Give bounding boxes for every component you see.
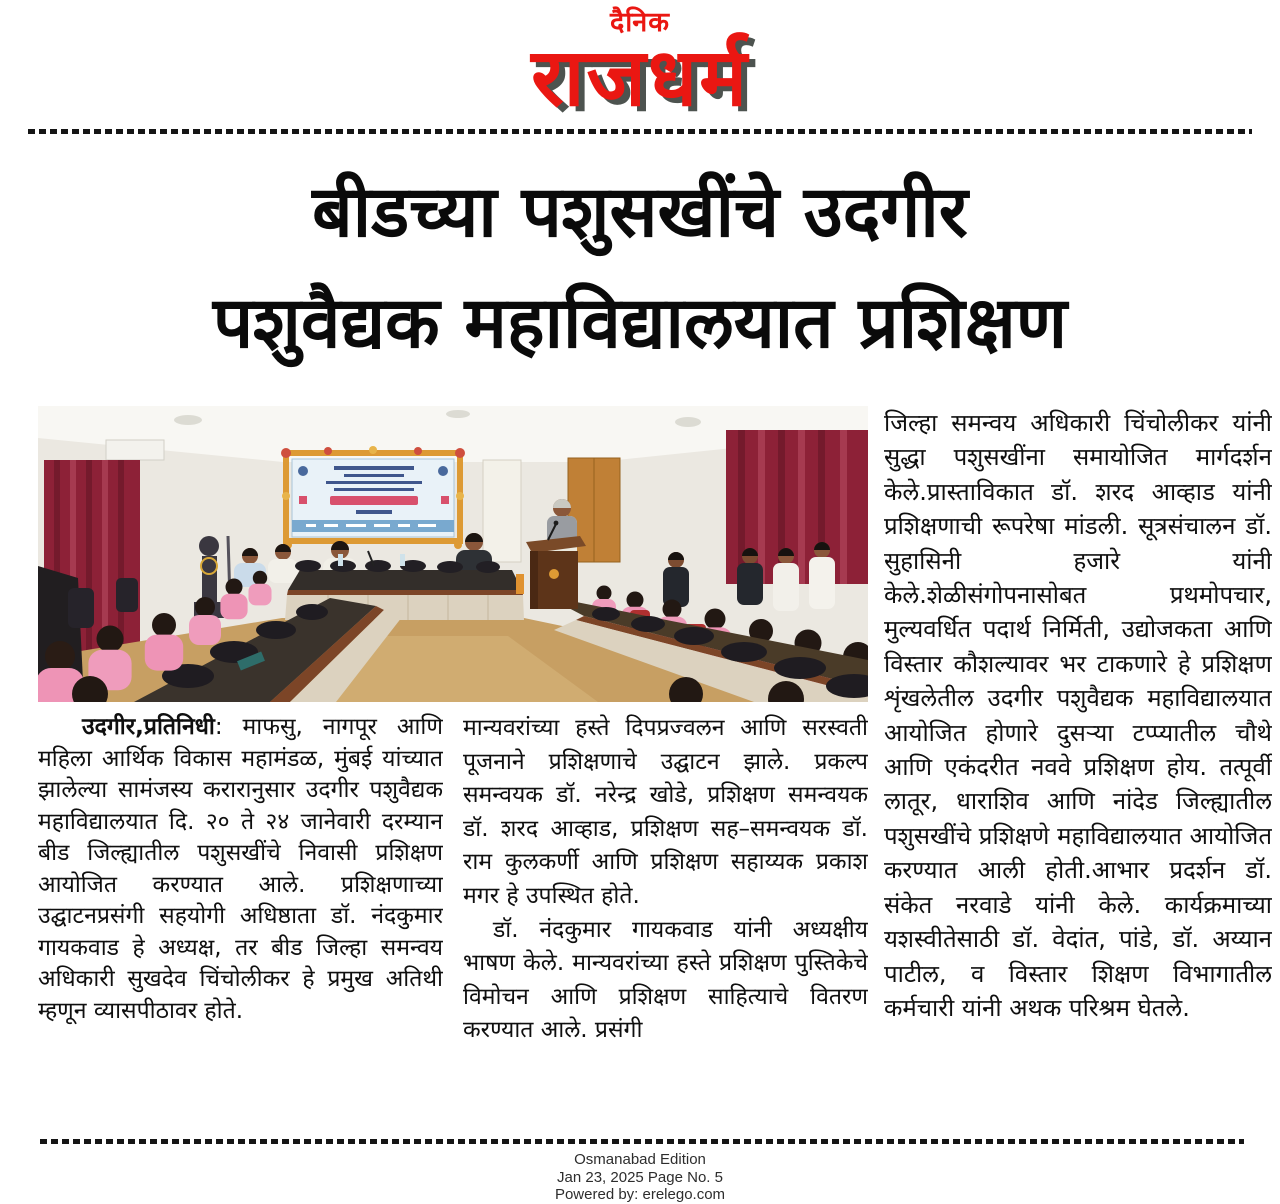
article-column-3	[884, 406, 1272, 1102]
column3-text: जिल्हा समन्वय अधिकारी चिंचोलीकर यांनी सुद्धा पशुसखींना समायोजित मार्गदर्शन केले.प्रास्ताविकात डॉ. शरद आव्हाड यांनी प्रशिक्षणाची रूपरेषा मांडली. सूत्रसंचालन डॉ. सुहासिनी हजारे यांनी केले.शेळीसंगोपनासोबत प्रथमोपचार, मुल्यवर्धित पदार्थ निर्मिती, उद्योजकता आणि विस्तार कौशल्यावर भर टाकणारे हे प्रशिक्षण शृंखलेतील उदगीर पशुवैद्यक महाविद्यालयात आयोजित होणारे दुसऱ्या टप्प्यातील चौथे आणि एकंदरीत नववे प्रशिक्षण होय. तत्पूर्वी लातूर, धाराशिव आणि नांदेड जिल्ह्यातील पशुसखींचे प्रशिक्षणे महाविद्यालयात आयोजित करण्यात आली होती.आभार प्रदर्शन डॉ. संकेत नरवाडे यांनी केले. कार्यक्रमाच्या यशस्वीतेसाठी डॉ. वेदांत, पांडे, डॉ. अय्यान पाटील, व विस्तार शिक्षण विभागातील कर्मचारी यांनी अथक परिश्रम घेतले.	[884, 409, 1272, 1022]
edition-label: Osmanabad Edition	[574, 1151, 706, 1168]
lower-columns	[38, 712, 868, 1127]
headline-line1: बीडच्या पशुसखींचे उदगीर	[312, 170, 968, 253]
column2-paragraph-1: मान्यवरांच्या हस्ते दिपप्रज्वलन आणि सरस्वती पूजनाने प्रशिक्षणाचे उद्घाटन झाले. प्रकल्प समन्वयक डॉ. नरेन्द्र खोडे, प्रशिक्षण समन्वयक डॉ. शरद आव्हाड, प्रशिक्षण सह–समन्वयक डॉ. राम कुलकर्णी आणि प्रशिक्षण सहाय्यक प्रकाश मगर हे उपस्थित होते.	[463, 715, 868, 909]
headline-line2: पशुवैद्यक महाविद्यालयात प्रशिक्षण	[212, 281, 1068, 364]
bottom-divider	[40, 1139, 1244, 1144]
masthead-title: राजधर्म	[531, 31, 749, 124]
column2-paragraph-2: डॉ. नंदकुमार गायकवाड यांनी अध्यक्षीय भाषण केले. मान्यवरांच्या हस्ते प्रशिक्षण पुस्तिकेचे विमोचन आणि प्रशिक्षण साहित्याचे वितरण करण्यात आले. प्रसंगी	[463, 916, 868, 1044]
article-column-1	[38, 712, 443, 1127]
masthead	[0, 0, 1280, 126]
article-photo	[38, 406, 868, 702]
page-footer	[0, 1151, 1280, 1204]
column1-paragraph	[38, 712, 443, 1027]
article-column-2	[463, 712, 868, 1127]
article-main-area	[38, 406, 868, 1127]
article-content	[38, 406, 1272, 1127]
date-page-label: Jan 23, 2025 Page No. 5	[557, 1168, 723, 1186]
column1-text: : माफसु, नागपूर आणि महिला आर्थिक विकास महामंडळ, मुंबई यांच्यात झालेल्या सामंजस्य करारानुसार उदगीर पशुवैद्यक महाविद्यालयात दि. २० ते २४ जानेवारी दरम्यान बीड जिल्ह्यातील पशुसखींचे निवासी प्रशिक्षण आयोजित करण्यात आले. प्रशिक्षणाच्या उद्घाटनप्रसंगी सहयोगी अधिष्ठाता डॉ. नंदकुमार गायकवाड हे अध्यक्ष, तर बीड जिल्हा समन्वय अधिकारी सुखदेव चिंचोलीकर हे प्रमुख अतिथी म्हणून व्यासपीठावर होते.	[38, 714, 443, 1024]
top-divider	[28, 129, 1252, 134]
meeting-photo-illustration	[38, 406, 868, 702]
photo-banner	[281, 446, 465, 549]
masthead-tagline: दैनिक	[609, 7, 671, 38]
dateline: उदगीर,प्रतिनिधी	[82, 714, 215, 740]
headline	[12, 156, 1268, 378]
powered-by-label: Powered by: erelego.com	[554, 1186, 726, 1203]
